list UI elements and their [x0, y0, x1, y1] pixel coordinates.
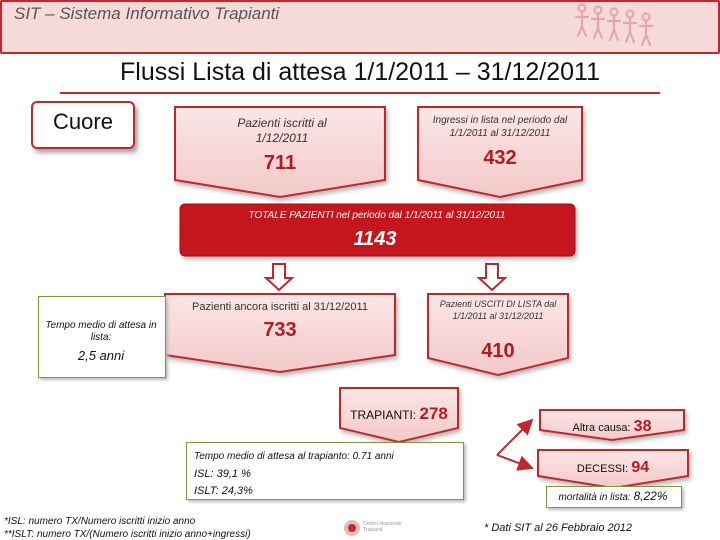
- page-title: Flussi Lista di attesa 1/1/2011 – 31/12/2011: [120, 58, 600, 86]
- enrolled-start-value: 711: [263, 152, 297, 174]
- centro-nazionale-trapianti-logo-icon: [344, 520, 360, 536]
- total-value: 1143: [353, 228, 397, 250]
- header-title: SIT – Sistema Informativo Trapianti: [14, 4, 280, 23]
- other-cause-label: Altra causa:: [572, 422, 631, 434]
- footnote-islt: **ISLT: numero TX/(Numero iscritti inizio anno+ingressi): [4, 529, 251, 540]
- other-cause-value: 38: [633, 418, 652, 435]
- transplant-wait-value: 0.71 anni: [352, 451, 394, 462]
- mortality-label: mortalità in lista:: [558, 492, 631, 503]
- transplants-value: 278: [419, 404, 448, 423]
- deaths-row: [540, 459, 686, 477]
- transplants-label: TRAPIANTI:: [350, 408, 417, 422]
- organ-label: Cuore: [53, 109, 113, 134]
- islt-label: ISLT:: [194, 485, 219, 497]
- down-arrow-icon: [266, 264, 292, 290]
- transplants-row: [342, 404, 456, 424]
- still-enrolled-value: 733: [263, 319, 297, 341]
- isl-label: ISL:: [194, 468, 214, 480]
- mortality-value: 8,22%: [633, 489, 668, 503]
- entries-label: Ingressi in lista nel periodo dal 1/1/2011 al 31/12/2011: [432, 115, 568, 139]
- enrolled-start-label: Pazienti iscritti al 1/12/2011: [237, 116, 327, 145]
- mortality-row: [548, 489, 678, 503]
- branch-arrow-other: [497, 420, 532, 455]
- deaths-label: DECESSI:: [576, 463, 629, 475]
- islt-value: 24,3%: [221, 485, 253, 497]
- wait-time-label: Tempo medio di attesa in lista:: [45, 320, 157, 343]
- transplant-wait-row: [194, 451, 394, 462]
- entries-value: 432: [483, 147, 517, 169]
- down-arrow-icon: [479, 264, 505, 290]
- other-cause-row: [542, 418, 682, 436]
- isl-row: [194, 468, 251, 480]
- total-label: TOTALE PAZIENTI nel periodo dal 1/1/2011 al 31/12/2011: [248, 210, 506, 221]
- exits-label: Pazienti USCITI DI LISTA dal 1/1/2011 al 31/12/2011: [439, 299, 557, 321]
- deaths-value: 94: [631, 459, 650, 476]
- transplant-wait-label: Tempo medio di attesa al trapianto:: [194, 451, 350, 462]
- isl-value: 39,1 %: [216, 468, 251, 480]
- still-enrolled-label: Pazienti ancora iscritti al 31/12/2011: [192, 301, 368, 313]
- exits-value: 410: [481, 340, 515, 362]
- footer-logo-text: Centro Nazionale Trapianti: [363, 521, 402, 533]
- source-note: * Dati SIT al 26 Febbraio 2012: [484, 522, 632, 534]
- wait-time-value: 2,5 anni: [77, 348, 125, 363]
- footnote-isl: *ISL: numero TX/Numero iscritti inizio anno: [4, 516, 196, 527]
- islt-row: [194, 485, 253, 497]
- branch-arrow-deaths: [497, 455, 532, 468]
